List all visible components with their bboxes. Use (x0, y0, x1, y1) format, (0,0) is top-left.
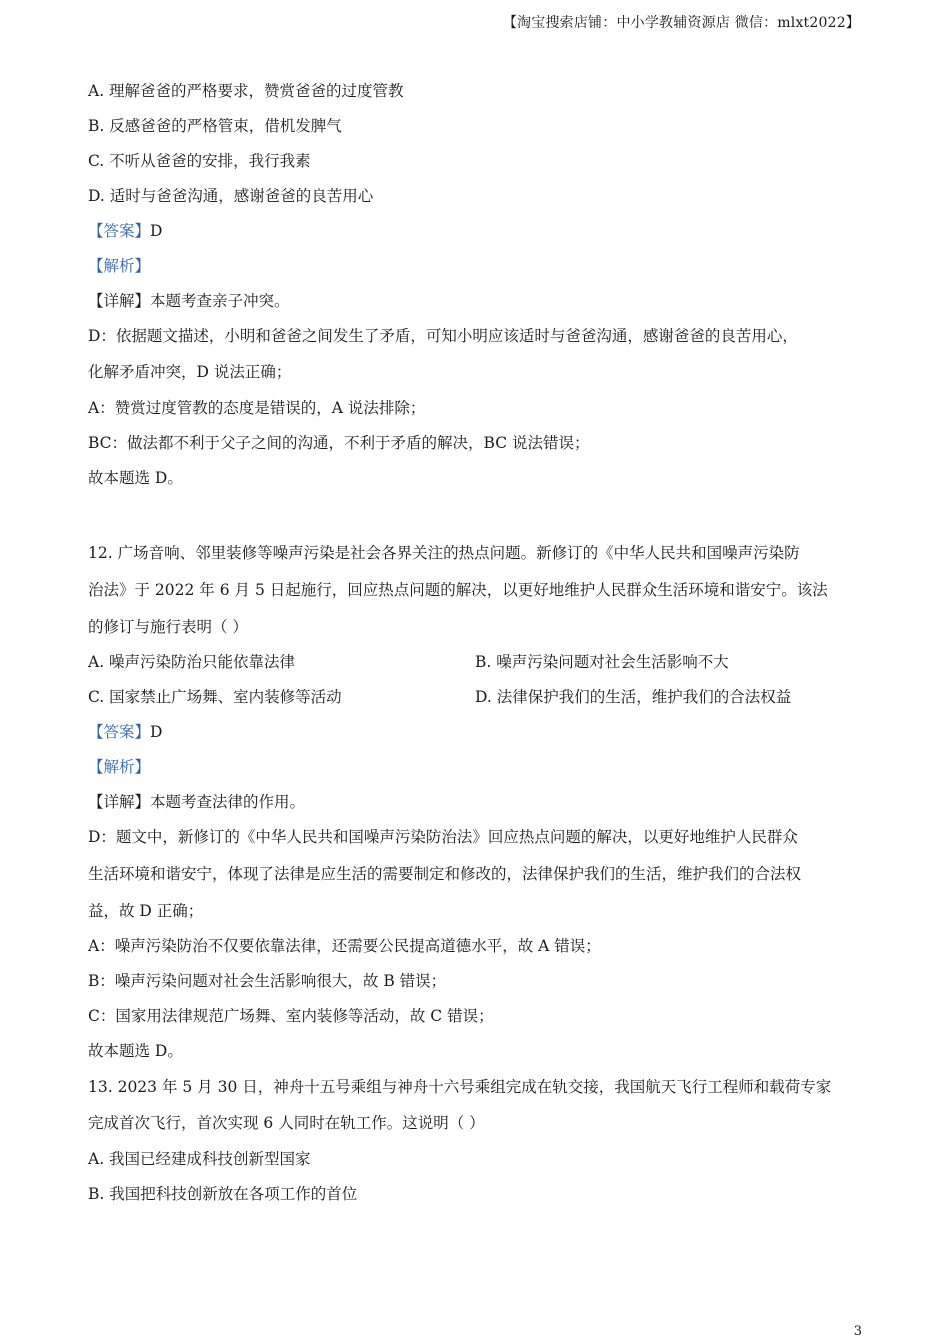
q12-detail-line: A：噪声污染防治不仅要依靠法律，还需要公民提高道德水平，故 A 错误； (88, 937, 601, 955)
q11-option-b: B. 反感爸爸的严格管束，借机发脾气 (88, 117, 342, 135)
answer-value: D (150, 723, 163, 741)
q11-detail-line: A：赞赏过度管教的态度是错误的，A 说法排除； (88, 399, 426, 417)
page-number: 3 (853, 1324, 862, 1339)
q12-detail-line: 故本题选 D。 (88, 1042, 183, 1060)
q12-option-a: A. 噪声污染防治只能依靠法律 (88, 653, 296, 671)
q13-stem-line: 13. 2023 年 5 月 30 日，神舟十五号乘组与神舟十六号乘组完成在轨交接，我国航天飞行工程师和载荷专家 (88, 1078, 832, 1096)
answer-value: D (150, 222, 163, 240)
q12-option-b: B. 噪声污染问题对社会生活影响不大 (475, 653, 729, 671)
q13-stem-line: 完成首次飞行，首次实现 6 人同时在轨工作。这说明（ ） (88, 1114, 485, 1132)
q11-option-a: A. 理解爸爸的严格要求，赞赏爸爸的过度管教 (88, 82, 404, 100)
q12-stem-line: 的修订与施行表明（ ） (88, 618, 248, 636)
q12-option-d: D. 法律保护我们的生活，维护我们的合法权益 (475, 688, 792, 706)
q11-detail-line: 【详解】本题考查亲子冲突。 (88, 292, 290, 310)
answer-tag: 【答案】 (88, 222, 151, 240)
q11-detail-line: 故本题选 D。 (88, 469, 183, 487)
q12-option-c: C. 国家禁止广场舞、室内装修等活动 (88, 688, 342, 706)
q11-detail-line: BC：做法都不利于父子之间的沟通，不利于矛盾的解决，BC 说法错误； (88, 434, 590, 452)
q12-detail-line: B：噪声污染问题对社会生活影响很大，故 B 错误； (88, 972, 447, 990)
q11-detail-line: 化解矛盾冲突，D 说法正确； (88, 363, 292, 381)
q12-analysis-tag: 【解析】 (88, 758, 151, 776)
q12-stem-line: 治法》于 2022 年 6 月 5 日起施行，回应热点问题的解决，以更好地维护人民群众生活环境和谐安宁。该法 (88, 581, 828, 599)
q11-answer (88, 221, 162, 241)
q12-detail-line: 益，故 D 正确； (88, 902, 204, 920)
q12-detail-line: D：题文中，新修订的《中华人民共和国噪声污染防治法》回应热点问题的解决，以更好地维护人民群众 (88, 828, 798, 846)
q11-analysis-tag: 【解析】 (88, 257, 151, 275)
q13-option-b: B. 我国把科技创新放在各项工作的首位 (88, 1185, 358, 1203)
q11-option-d: D. 适时与爸爸沟通，感谢爸爸的良苦用心 (88, 187, 374, 205)
q11-detail-line: D：依据题文描述，小明和爸爸之间发生了矛盾，可知小明应该适时与爸爸沟通，感谢爸爸的良苦用心， (88, 327, 798, 345)
q11-option-c: C. 不听从爸爸的安排，我行我素 (88, 152, 311, 170)
q13-option-a: A. 我国已经建成科技创新型国家 (88, 1150, 311, 1168)
q12-detail-line: 生活环境和谐安宁，体现了法律是应生活的需要制定和修改的，法律保护我们的生活，维护我们的合法权 (88, 865, 802, 883)
q12-detail-line: C：国家用法律规范广场舞、室内装修等活动，故 C 错误； (88, 1007, 494, 1025)
q12-detail-line: 【详解】本题考查法律的作用。 (88, 793, 306, 811)
page-header: 【淘宝搜索店铺：中小学教辅资源店 微信：mlxt2022】 (502, 15, 860, 31)
q12-stem-line: 12. 广场音响、邻里装修等噪声污染是社会各界关注的热点问题。新修订的《中华人民共和国噪声污染防 (88, 544, 800, 562)
answer-tag: 【答案】 (88, 723, 151, 741)
q12-answer (88, 722, 162, 742)
